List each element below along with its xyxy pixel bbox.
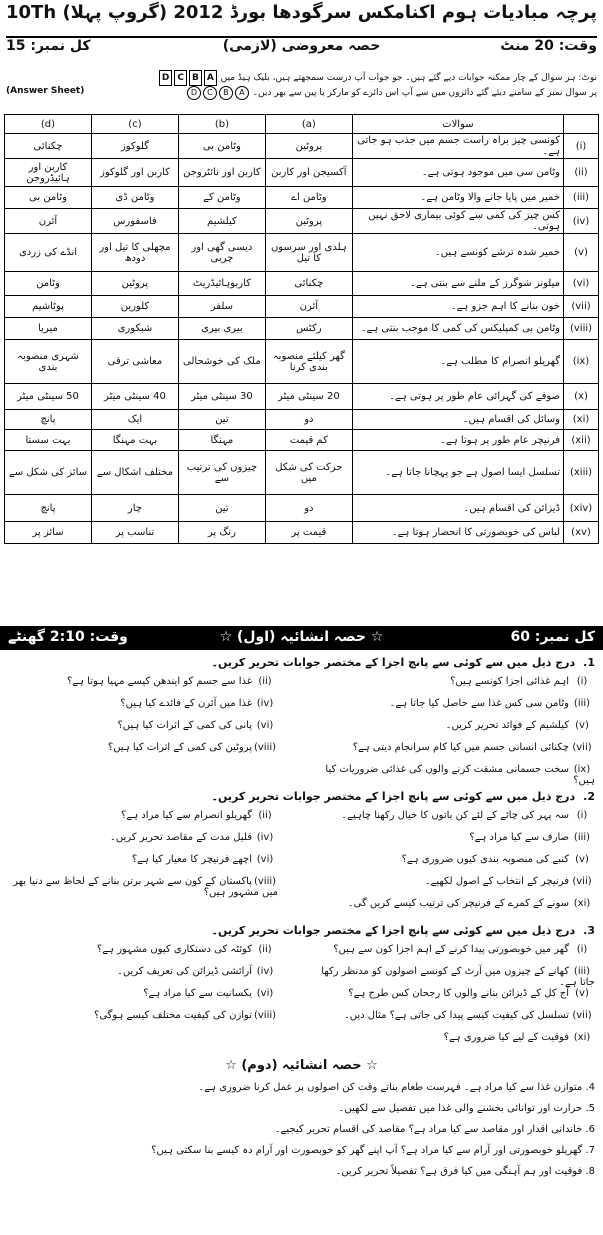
option-d: انڈے کی زردی [5, 234, 92, 272]
option-d: وٹامن بی [5, 187, 92, 209]
header-c: (c) [91, 115, 178, 134]
option-c: چار [91, 495, 178, 522]
option-c: فاسفورس [91, 209, 178, 234]
option-c: وٹامن ڈی [91, 187, 178, 209]
mcq-row [5, 430, 599, 451]
grade-label: 10Th [6, 2, 57, 23]
option-box-a: A [204, 70, 217, 86]
question-row: (i)سہ پہر کی چائے کے لئے کن باتوں کا خیال رکھنا چاہیے۔ (ii)گھریلو انصرام سے کیا مراد ہے؟ [121, 810, 588, 821]
option-c: ایک [91, 410, 178, 430]
option-a: ہلدی اور سرسوں کا تیل [265, 234, 352, 272]
mcq-row [5, 187, 599, 209]
question-text: گھریلو انصرام کا مطلب ہے۔ [352, 340, 563, 384]
option-c: کلورین [91, 296, 178, 318]
option-b: بیری بیری [178, 318, 265, 340]
mcq-row [5, 410, 599, 430]
question-text: کونسی چیز براہ راست جسم میں جذب ہو جاتی ہے۔ [352, 134, 563, 159]
option-a: چکنائی [265, 272, 352, 296]
option-a: دو [265, 495, 352, 522]
option-b: تین [178, 495, 265, 522]
question-number: (iv) [564, 209, 599, 234]
question-number: (xiii) [564, 451, 599, 495]
option-circle-c: C [203, 86, 217, 100]
mcq-row [5, 384, 599, 410]
option-d: بہت سستا [5, 430, 92, 451]
question-text: وٹامن بی کمپلیکس کی کمی کا موجب بنتی ہے۔ [352, 318, 563, 340]
header-number [564, 115, 599, 134]
option-a: کم قیمت [265, 430, 352, 451]
question-text: لباس کی خوبصورتی کا انحصار ہوتا ہے۔ [352, 522, 563, 544]
option-c: کاربن اور گلوکوز [91, 159, 178, 187]
option-b: کاربن اور نائٹروجن [178, 159, 265, 187]
part2-time: وقت: 2:10 گھنٹے [8, 629, 128, 645]
question-row: (iii)وٹامن سی کس غذا سے حاصل کیا جاتا ہے۔ (iv)غذا میں آئرن کے فائدے کیا ہیں؟ [120, 698, 591, 709]
option-b: وٹامن بی [178, 134, 265, 159]
question-row: (xi)فوقیت کے لیے کیا ضروری ہے؟ [443, 1032, 591, 1043]
option-b: ملک کی خوشحالی [178, 340, 265, 384]
question-number: (x) [564, 384, 599, 410]
header-d: (d) [5, 115, 92, 134]
question-text: صوفے کی گہرائی عام طور پر ہوتی ہے۔ [352, 384, 563, 410]
option-c: مختلف اشکال سے [91, 451, 178, 495]
long-question: 6. خاندانی اقدار اور مقاصد سے کیا مراد ہے؟ مقاصد کی اقسام تحریر کیجیے۔ [274, 1124, 595, 1135]
mcq-header-row [5, 115, 599, 134]
option-box-b: B [189, 70, 202, 86]
option-a: پروٹین [265, 209, 352, 234]
option-c: گلوکوز [91, 134, 178, 159]
option-a: آئرن [265, 296, 352, 318]
question-row: (i)گھر میں خوبصورتی پیدا کرنے کے اہم اجزا کون سے ہیں؟ (ii)کوئٹہ کی دستکاری کیوں مشہور ہے؟ [96, 944, 588, 955]
mcq-row [5, 159, 599, 187]
question-text: فرنیچر عام طور پر ہوتا ہے۔ [352, 430, 563, 451]
question-row: (i)اہم غذائی اجزا کونسے ہیں؟ (ii)غذا سے جسم کو ایندھن کیسے مہیا ہوتا ہے؟ [66, 676, 588, 687]
total-marks: کل نمبر: 15 [6, 38, 91, 54]
question-number: (xi) [564, 410, 599, 430]
instructions [6, 70, 597, 114]
option-b: چیزوں کی ترتیب سے [178, 451, 265, 495]
question-number: (xii) [564, 430, 599, 451]
question-row: (vii)فرنیچر کے انتخاب کے اصول لکھیے۔ (viii)پاکستان کے کون سے شہر برتن بنانے کے لحاظ سے دنیا بھر میں مشہور ہیں؟ [13, 876, 592, 898]
question-number: (xv) [564, 522, 599, 544]
option-b: کیلشیم [178, 209, 265, 234]
option-a: رکٹس [265, 318, 352, 340]
part2-section: ☆ حصہ انشائیہ (اول) ☆ [219, 629, 384, 645]
option-d: وٹامن [5, 272, 92, 296]
mcq-row [5, 340, 599, 384]
question-text: وسائل کی اقسام ہیں۔ [352, 410, 563, 430]
mcq-row [5, 272, 599, 296]
subjective-header [0, 626, 603, 650]
option-c: معاشی ترقی [91, 340, 178, 384]
option-a: حرکت کی شکل میں [265, 451, 352, 495]
option-d: پوٹاشیم [5, 296, 92, 318]
long-question: 7. گھریلو خوبصورتی اور آرام سے کیا مراد ہے؟ آپ اپنے گھر کو خوبصورت اور آرام دہ کیسے بنا سکتی ہیں؟ [151, 1145, 595, 1156]
option-circle-d: D [187, 86, 201, 100]
option-d: پانچ [5, 495, 92, 522]
option-a: قیمت پر [265, 522, 352, 544]
option-a: دو [265, 410, 352, 430]
question-text: ڈیزائن کی اقسام ہیں۔ [352, 495, 563, 522]
answer-sheet-label: (Answer Sheet) [6, 86, 85, 96]
question-number: (xiv) [564, 495, 599, 522]
long-question: 5. حرارت اور توانائی بخشنے والی غذا میں تفصیل سے لکھیں۔ [338, 1103, 595, 1114]
question-number: (v) [564, 234, 599, 272]
option-d: آئرن [5, 209, 92, 234]
option-d: پانچ [5, 410, 92, 430]
option-circle-a: A [235, 86, 249, 100]
long-question: 8. فوقیت اور ہم آہنگی میں کیا فرق ہے؟ تفصیلاً تحریر کریں۔ [335, 1166, 595, 1177]
option-circle-b: B [219, 86, 233, 100]
question-row: (vii)چکنائی انسانی جسم میں کیا کام سرانجام دیتی ہے؟ (viii)پروٹین کی کمی کے اثرات کیا ہیں؟ [107, 742, 592, 753]
time-allowed: وقت: 20 منٹ [500, 38, 597, 54]
question-text: خون بنانے کا اہم جزو ہے۔ [352, 296, 563, 318]
option-d: 50 سینٹی میٹر [5, 384, 92, 410]
header-b: (b) [178, 115, 265, 134]
question-text: وٹامن سی میں موجود ہوتی ہے۔ [352, 159, 563, 187]
question-number: (ii) [564, 159, 599, 187]
question-number: (vii) [564, 296, 599, 318]
question-row: (v)کیلشیم کے فوائد تحریر کریں۔ (vi)پانی کی کمی کے اثرات کیا ہیں؟ [117, 720, 589, 731]
question-text: تسلسل ایسا اصول ہے جو پہچانا جاتا ہے۔ [352, 451, 563, 495]
question-row: (v)کنبے کی منصوبہ بندی کیوں ضروری ہے؟ (vi)اچھے فرنیچر کا معیار کیا ہے؟ [131, 854, 589, 865]
option-box-c: C [174, 70, 187, 86]
option-b: سلفر [178, 296, 265, 318]
question-number: (viii) [564, 318, 599, 340]
header-a: (a) [265, 115, 352, 134]
question-number: (i) [564, 134, 599, 159]
question-row: (vii)تسلسل کی کیفیت کیسے پیدا کی جاتی ہے؟ مثال دیں۔ (viii)توازن کی کیفیت مختلف کیسے ہوگی؟ [93, 1010, 592, 1021]
option-c: مچھلی کا تیل اور دودھ [91, 234, 178, 272]
option-b: وٹامن کے [178, 187, 265, 209]
header-questions: سوالات [352, 115, 563, 134]
question-number: (ix) [564, 340, 599, 384]
option-box-d: D [159, 70, 172, 86]
option-b: تین [178, 410, 265, 430]
question-number: (iii) [564, 187, 599, 209]
option-d: سائز کی شکل سے [5, 451, 92, 495]
option-d: سائز پر [5, 522, 92, 544]
question-2-heading: 2.درج ذیل میں سے کوئی سے پانچ اجزا کے مختصر جوابات تحریر کریں۔ [211, 790, 595, 803]
instruction-line-2: پر سوال نمبر کے سامنے دیئے گئے دائروں میں سے آپ اس دائرے کو مارکر یا پین سے بھر دیں۔ ABCD [6, 86, 597, 100]
mcq-row [5, 209, 599, 234]
subjective-part [0, 622, 603, 1235]
option-b: کاربوہائیڈریٹ [178, 272, 265, 296]
mcq-row [5, 318, 599, 340]
question-3-heading: 3.درج ذیل میں سے کوئی سے پانچ اجزا کے مختصر جوابات تحریر کریں۔ [211, 924, 595, 937]
option-a: گھر کیلئے منصوبہ بندی کرنا [265, 340, 352, 384]
question-text: میلونز شوگرز کے ملنے سے بنتی ہے۔ [352, 272, 563, 296]
option-d: شہری منصوبہ بندی [5, 340, 92, 384]
mcq-row [5, 495, 599, 522]
option-d: میریا [5, 318, 92, 340]
question-text: خمیر میں پایا جانے والا وٹامن ہے۔ [352, 187, 563, 209]
option-a: آکسیجن اور کاربن [265, 159, 352, 187]
option-b: مہنگا [178, 430, 265, 451]
section-title: حصہ معروضی (لازمی) [222, 38, 381, 54]
option-b: دیسی گھی اور چربی [178, 234, 265, 272]
question-row: (xi)سونے کے کمرے کے فرنیچر کی ترتیب کیسے کریں گی۔ [347, 898, 591, 909]
instruction-line-1: نوٹ: ہر سوال کے چار ممکنہ جوابات دیے گئے ہیں۔ جو جواب آپ درست سمجھتے ہیں، بلیک ہیڈ میں ABCD [6, 70, 597, 86]
option-c: شبکوری [91, 318, 178, 340]
mcq-row [5, 522, 599, 544]
option-c: 40 سینٹی میٹر [91, 384, 178, 410]
title-bar [6, 2, 597, 38]
question-1-heading: 1.درج ذیل میں سے کوئی سے پانچ اجزا کے مختصر جوابات تحریر کریں۔ [211, 656, 595, 669]
question-row: (v)آج کل کے ڈیزائن بنانے والوں کا رجحان کس طرح ہے؟ (vi)یکسانیت سے کیا مراد ہے؟ [143, 988, 589, 999]
question-row: (iii)کھانے کے چیزوں میں آرٹ کے کونسے اصولوں کو مدنظر رکھا جاتا ہے۔ (iv)آرائشی ڈیزائن کی تعریف کریں۔ [117, 966, 595, 988]
mcq-row [5, 134, 599, 159]
option-c: تناسب پر [91, 522, 178, 544]
option-b: رنگ پر [178, 522, 265, 544]
option-a: وٹامن اے [265, 187, 352, 209]
option-d: کاربن اور ہائیڈروجن [5, 159, 92, 187]
option-a: 20 سینٹی میٹر [265, 384, 352, 410]
question-row: (iii)صارف سے کیا مراد ہے؟ (iv)قلیل مدت کے مقاصد تحریر کریں۔ [109, 832, 591, 843]
option-b: 30 سینٹی میٹر [178, 384, 265, 410]
mcq-row [5, 234, 599, 272]
part2-section-2: ☆ حصہ انشائیہ (دوم) ☆ [225, 1058, 378, 1073]
option-c: بہت مہنگا [91, 430, 178, 451]
question-text: کس چیز کی کمی سے کوئی بیماری لاحق نہیں ہوتی۔ [352, 209, 563, 234]
question-row: (ix)سخت جسمانی مشقت کرنے والوں کی غذائی ضروریات کیا ہیں؟ [325, 764, 595, 786]
option-a: پروٹین [265, 134, 352, 159]
option-c: پروٹین [91, 272, 178, 296]
question-number: (vi) [564, 272, 599, 296]
paper-title: پرچہ مبادیات ہوم اکنامکس سرگودھا بورڈ 2012 (گروپ پہلا) [62, 2, 597, 23]
option-d: چکنائی [5, 134, 92, 159]
paper-header [0, 0, 603, 70]
question-text: خمیر شدہ ترشے کونسے ہیں۔ [352, 234, 563, 272]
mcq-row [5, 451, 599, 495]
part2-total-marks: کل نمبر: 60 [510, 629, 595, 645]
long-question: 4. متوازن غذا سے کیا مراد ہے۔ فہرست طعام بناتے وقت کن اصولوں پر عمل کرنا ضروری ہے۔ [198, 1082, 595, 1093]
mcq-table [4, 114, 599, 544]
subheader [6, 38, 597, 64]
mcq-row [5, 296, 599, 318]
